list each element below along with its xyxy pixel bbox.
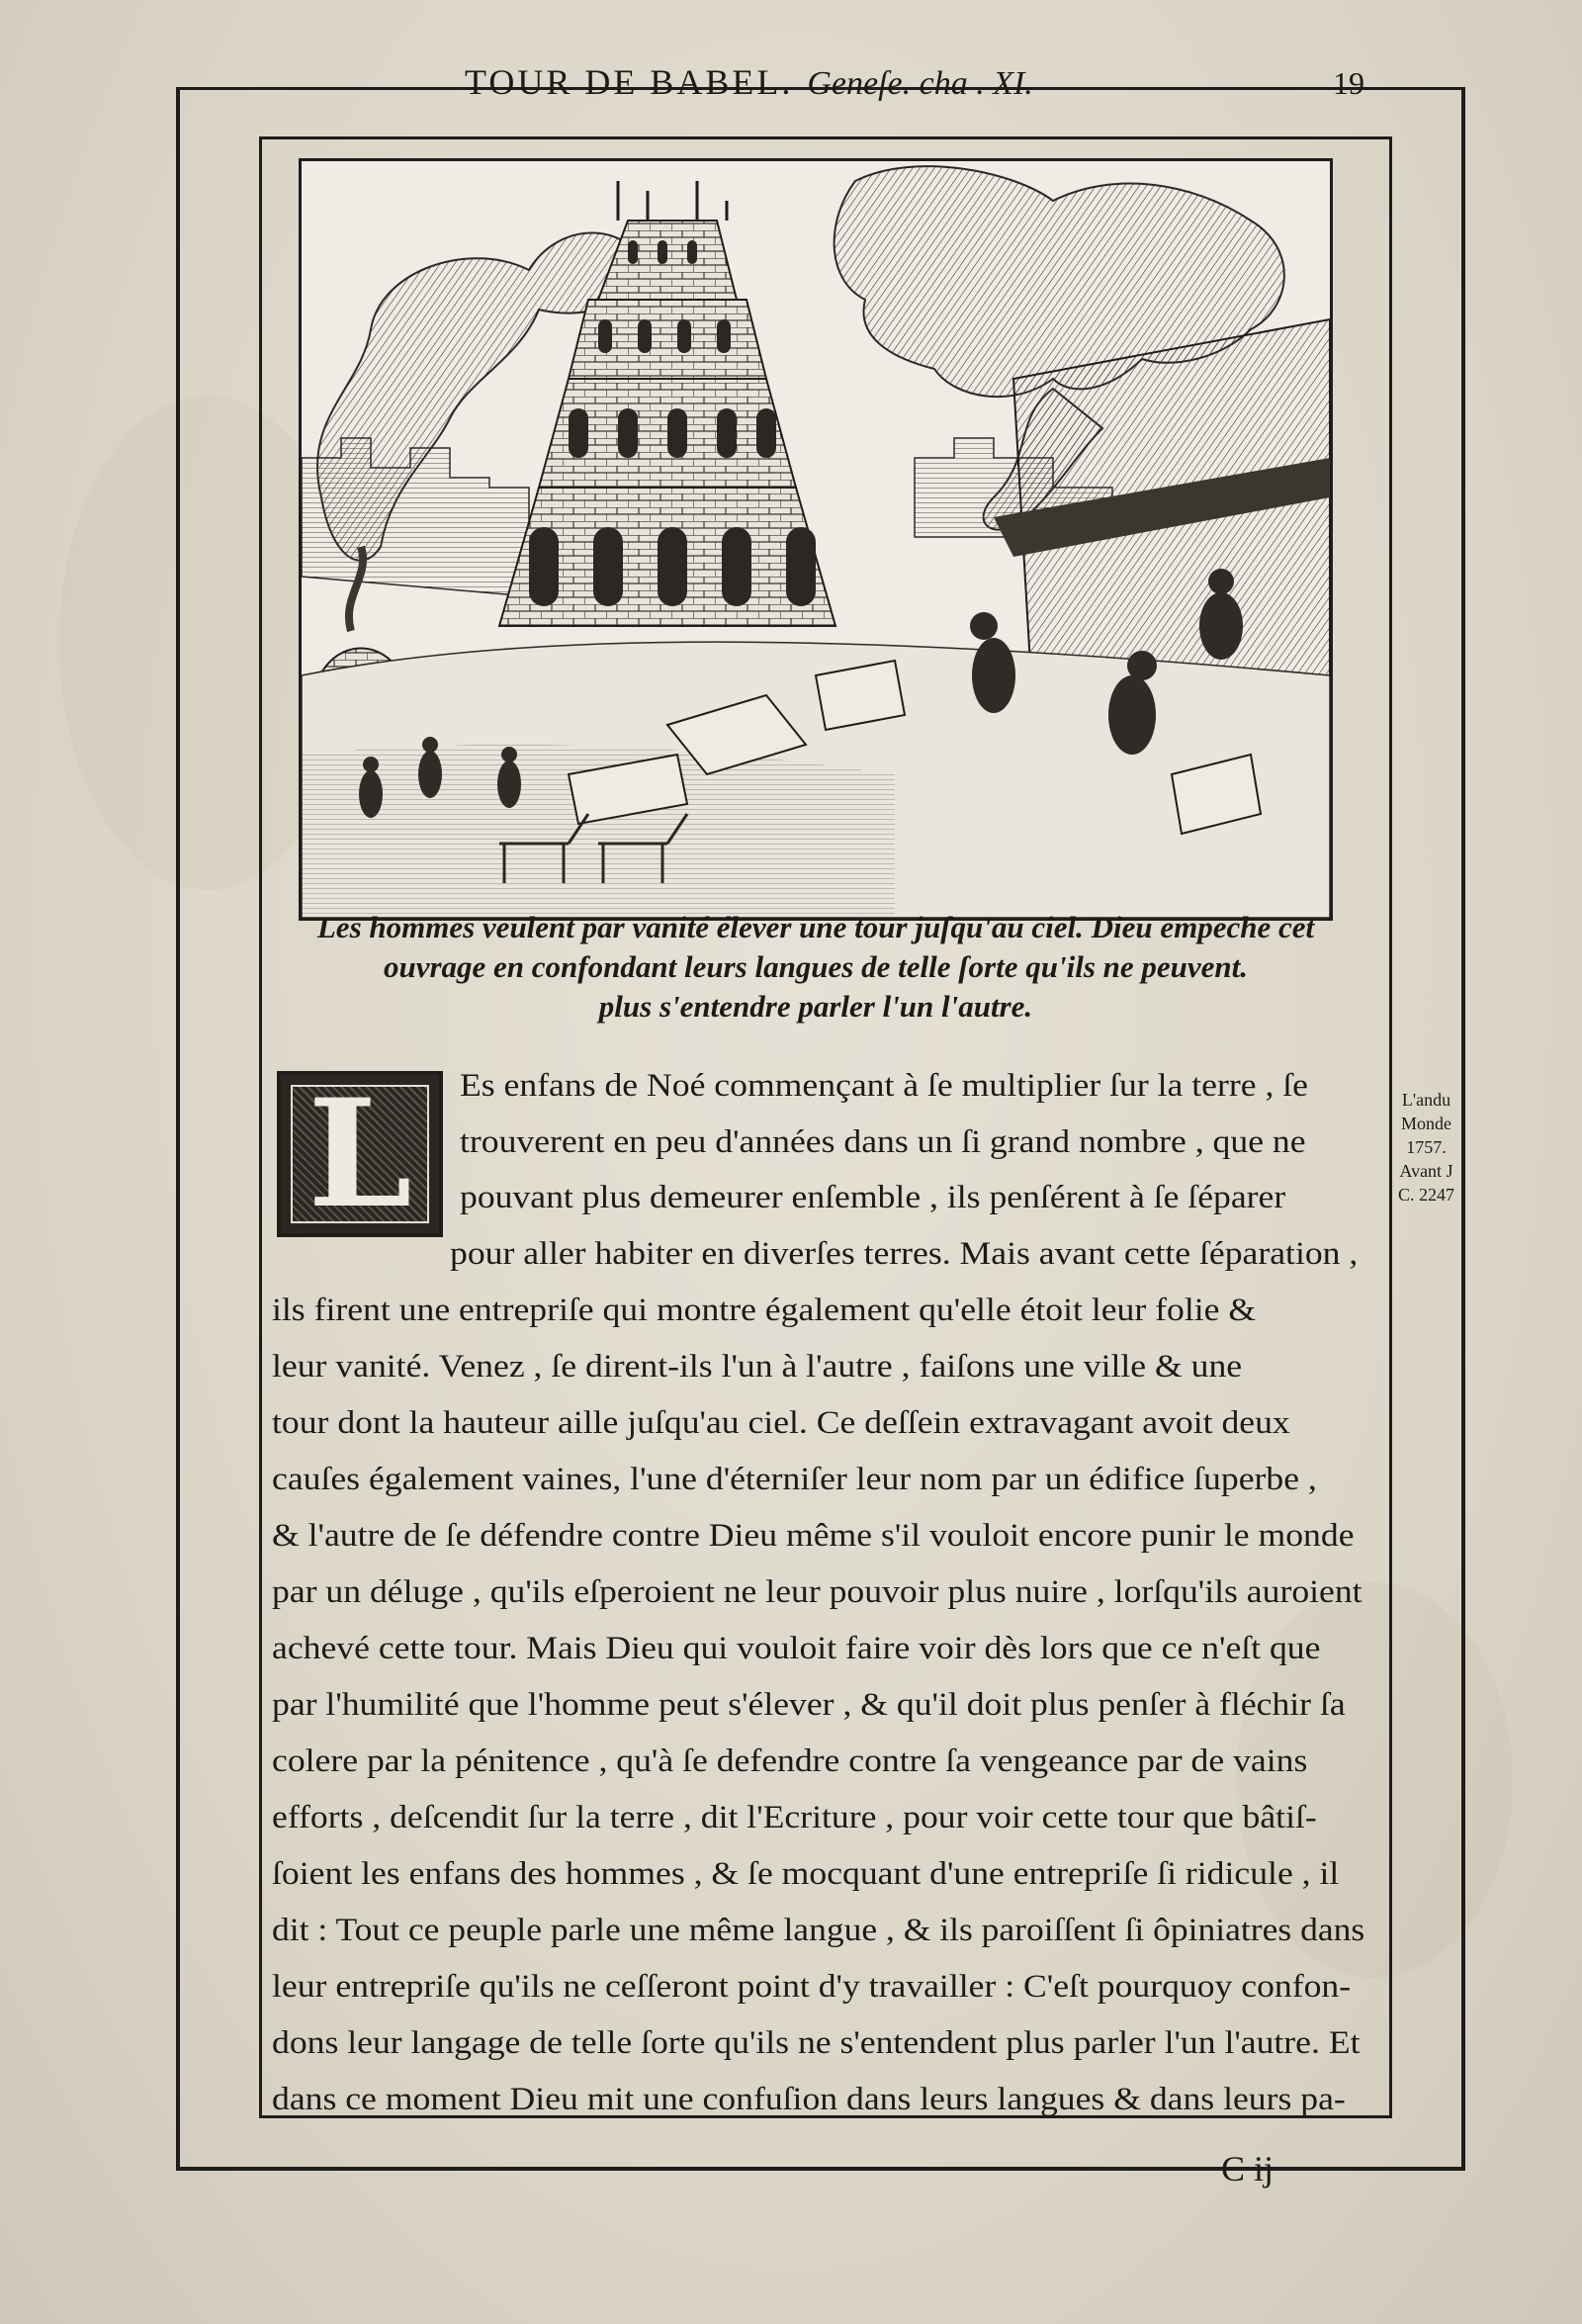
text-line: ſoient les enfans des hommes , & ſe mocquant d'une entrepriſe ſi ridicule , il [272,1856,1340,1892]
engraving-drawing [302,161,1330,918]
text-line: dons leur langage de telle ſorte qu'ils ne s'entendent plus parler l'un l'autre. Et [272,2025,1361,2061]
text-line: pour aller habiter en diverſes terres. Mais avant cette ſéparation , [450,1236,1359,1272]
drop-cap-letter: L [308,1067,412,1241]
text-line: par un déluge , qu'ils eſperoient ne leur pouvoir plus nuire , lorſqu'ils auroient [272,1574,1362,1610]
ground-and-blocks [302,642,1330,918]
header-title: TOUR DE BABEL. [465,62,794,102]
engraving-caption [287,908,1345,1027]
text-line: dans ce moment Dieu mit une confuſion dans leurs langues & dans leurs pa- [272,2082,1346,2117]
text-line: cauſes également vaines, l'une d'éterniſer leur nom par un édifice ſuperbe , [272,1462,1317,1497]
text-line: Es enfans de Noé commençant à ſe multiplier ſur la terre , ſe [460,1068,1308,1104]
text-line: pouvant plus demeurer enſemble , ils penſérent à ſe ſéparer [460,1180,1286,1215]
text-line: leur vanité. Venez , ſe dirent-ils l'un à l'autre , faiſons une ville & une [272,1349,1243,1385]
decorated-initial [277,1067,443,1241]
signature-mark: C ij [1221,2149,1274,2189]
text-line: & l'autre de ſe défendre contre Dieu même s'il vouloit encore punir le monde [272,1518,1355,1554]
margin-note [1379,1088,1473,1207]
margin-note-line: C. 2247 [1397,1185,1454,1205]
margin-note-line: Monde [1401,1114,1451,1133]
margin-note-line: Avant J [1399,1161,1453,1181]
tower-of-babel-engraving [299,158,1333,921]
text-line: ils firent une entrepriſe qui montre également qu'elle étoit leur folie & [272,1293,1257,1328]
running-header [465,61,1033,103]
margin-note-line: 1757. [1406,1137,1447,1157]
text-line: leur entrepriſe qu'ils ne ceſſeront point d'y travailler : C'eſt pourquoy confon- [272,1969,1352,2005]
margin-note-line: L'andu [1401,1090,1451,1110]
caption-line: plus s'entendre parler l'un l'autre. [598,989,1033,1024]
caption-line: ouvrage en confondant leurs langues de telle ſorte qu'ils ne peuvent. [383,949,1249,984]
text-line: efforts , deſcendit ſur la terre , dit l'Ecriture , pour voir cette tour que bâtiſ- [272,1800,1317,1835]
text-line: trouverent en peu d'années dans un ſi grand nombre , que ne [460,1124,1306,1160]
text-line: dit : Tout ce peuple parle une même langue , & ils paroiſſent ſi ôpiniatres dans [272,1913,1365,1948]
text-line: achevé cette tour. Mais Dieu qui vouloit faire voir dès lors que ce n'eſt que [272,1631,1321,1666]
text-line: tour dont la hauteur aille juſqu'au ciel. Ce deſſein extravagant avoit deux [272,1405,1290,1441]
caption-line: Les hommes veulent par vanité élever une tour juſqu'au ciel. Dieu empeche cet [316,910,1315,944]
page-number: 19 [1333,65,1364,101]
header-chapter: Geneſe. cha . XI. [807,65,1033,102]
text-line: par l'humilité que l'homme peut s'élever , & qu'il doit plus penſer à fléchir ſa [272,1687,1346,1723]
text-line: colere par la pénitence , qu'à ſe defendre contre ſa vengeance par de vains [272,1743,1308,1779]
